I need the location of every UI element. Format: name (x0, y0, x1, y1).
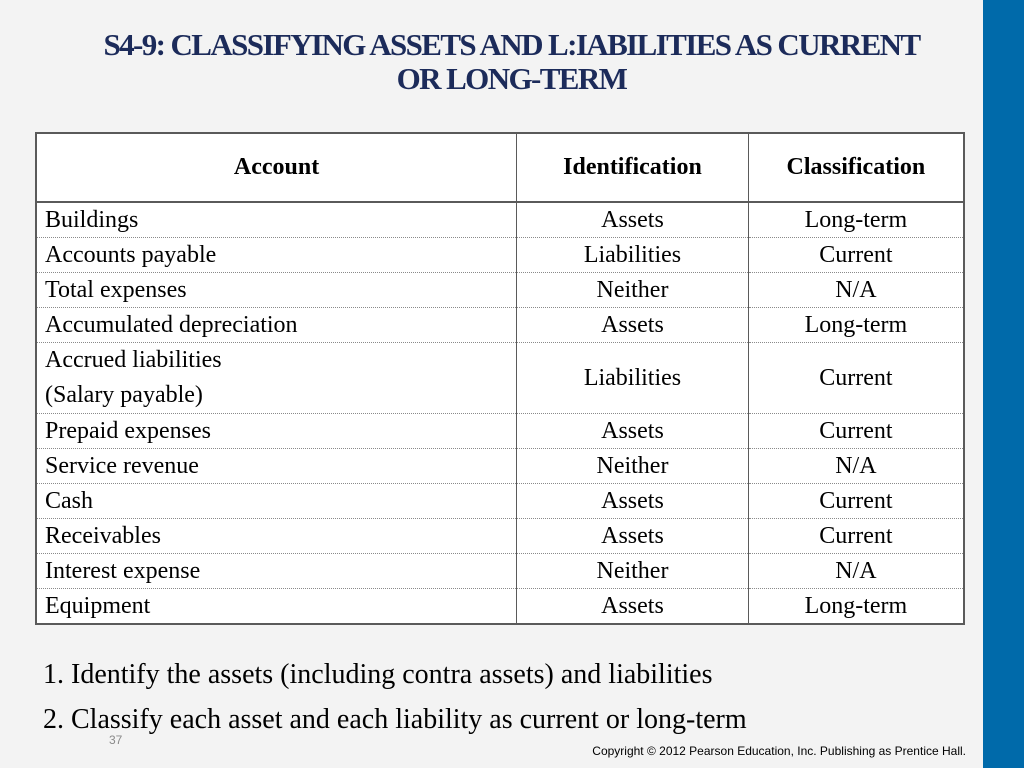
account-name: Cash (45, 488, 93, 514)
account-name: Equipment (45, 593, 151, 619)
table-body (36, 202, 964, 624)
slide-title (40, 28, 983, 96)
table-row (36, 238, 964, 273)
instructions (43, 652, 973, 742)
account-name: Interest expense (45, 558, 201, 584)
account-name: Accumulated depreciation (45, 312, 298, 338)
identification-cell: Assets (517, 308, 749, 343)
account-name: Prepaid expenses (45, 418, 211, 444)
column-header-identification: Identification (517, 133, 749, 202)
identification-cell: Neither (517, 449, 749, 484)
identification-cell: Liabilities (517, 343, 749, 414)
account-cell (36, 449, 517, 484)
table-row (36, 273, 964, 308)
classification-cell: Long-term (748, 202, 964, 238)
identification-cell: Assets (517, 519, 749, 554)
identification-cell: Neither (517, 554, 749, 589)
account-cell (36, 202, 517, 238)
table-row (36, 343, 964, 414)
slide-title-line-1: S4-9: CLASSIFYING ASSETS AND L:IABILITIES AS CURRENT (103, 27, 920, 62)
classification-cell: Current (748, 343, 964, 414)
table-row (36, 414, 964, 449)
classification-cell: Current (748, 484, 964, 519)
account-name: Total expenses (45, 277, 187, 303)
classification-table (35, 132, 965, 625)
account-cell (36, 519, 517, 554)
account-name: Accounts payable (45, 242, 217, 268)
account-cell (36, 589, 517, 625)
table-row (36, 449, 964, 484)
column-header-classification: Classification (748, 133, 964, 202)
table-row (36, 484, 964, 519)
slide-number: 37 (109, 733, 123, 747)
account-name: Accrued liabilities (45, 347, 222, 373)
instruction-step-1: 1. Identify the assets (including contra assets) and liabilities (43, 659, 713, 690)
classification-cell: Current (748, 519, 964, 554)
table-row (36, 554, 964, 589)
account-name: Buildings (45, 207, 139, 233)
classification-cell: N/A (748, 554, 964, 589)
table-row (36, 519, 964, 554)
table-header-row (36, 133, 964, 202)
identification-cell: Assets (517, 589, 749, 625)
instruction-step-2: 2. Classify each asset and each liability as current or long-term (43, 704, 747, 735)
account-cell (36, 308, 517, 343)
classification-cell: N/A (748, 273, 964, 308)
account-name: Service revenue (45, 453, 199, 479)
classification-cell: Long-term (748, 589, 964, 625)
table-row (36, 202, 964, 238)
classification-cell: Current (748, 238, 964, 273)
classification-cell: Current (748, 414, 964, 449)
copyright-notice: Copyright © 2012 Pearson Education, Inc. Publishing as Prentice Hall. (592, 744, 966, 758)
account-name: Receivables (45, 523, 161, 549)
classification-cell: N/A (748, 449, 964, 484)
slide-title-line-2: OR LONG-TERM (396, 61, 627, 96)
column-header-account: Account (36, 133, 517, 202)
identification-cell: Assets (517, 202, 749, 238)
account-cell (36, 238, 517, 273)
table-row (36, 589, 964, 625)
side-accent-band (983, 0, 1024, 768)
identification-cell: Liabilities (517, 238, 749, 273)
account-name-note: (Salary payable) (45, 382, 203, 408)
account-cell (36, 273, 517, 308)
classification-cell: Long-term (748, 308, 964, 343)
table-row (36, 308, 964, 343)
account-cell (36, 343, 517, 414)
account-cell (36, 484, 517, 519)
identification-cell: Assets (517, 484, 749, 519)
identification-cell: Assets (517, 414, 749, 449)
account-cell (36, 414, 517, 449)
identification-cell: Neither (517, 273, 749, 308)
account-cell (36, 554, 517, 589)
classification-table-container (35, 132, 965, 625)
